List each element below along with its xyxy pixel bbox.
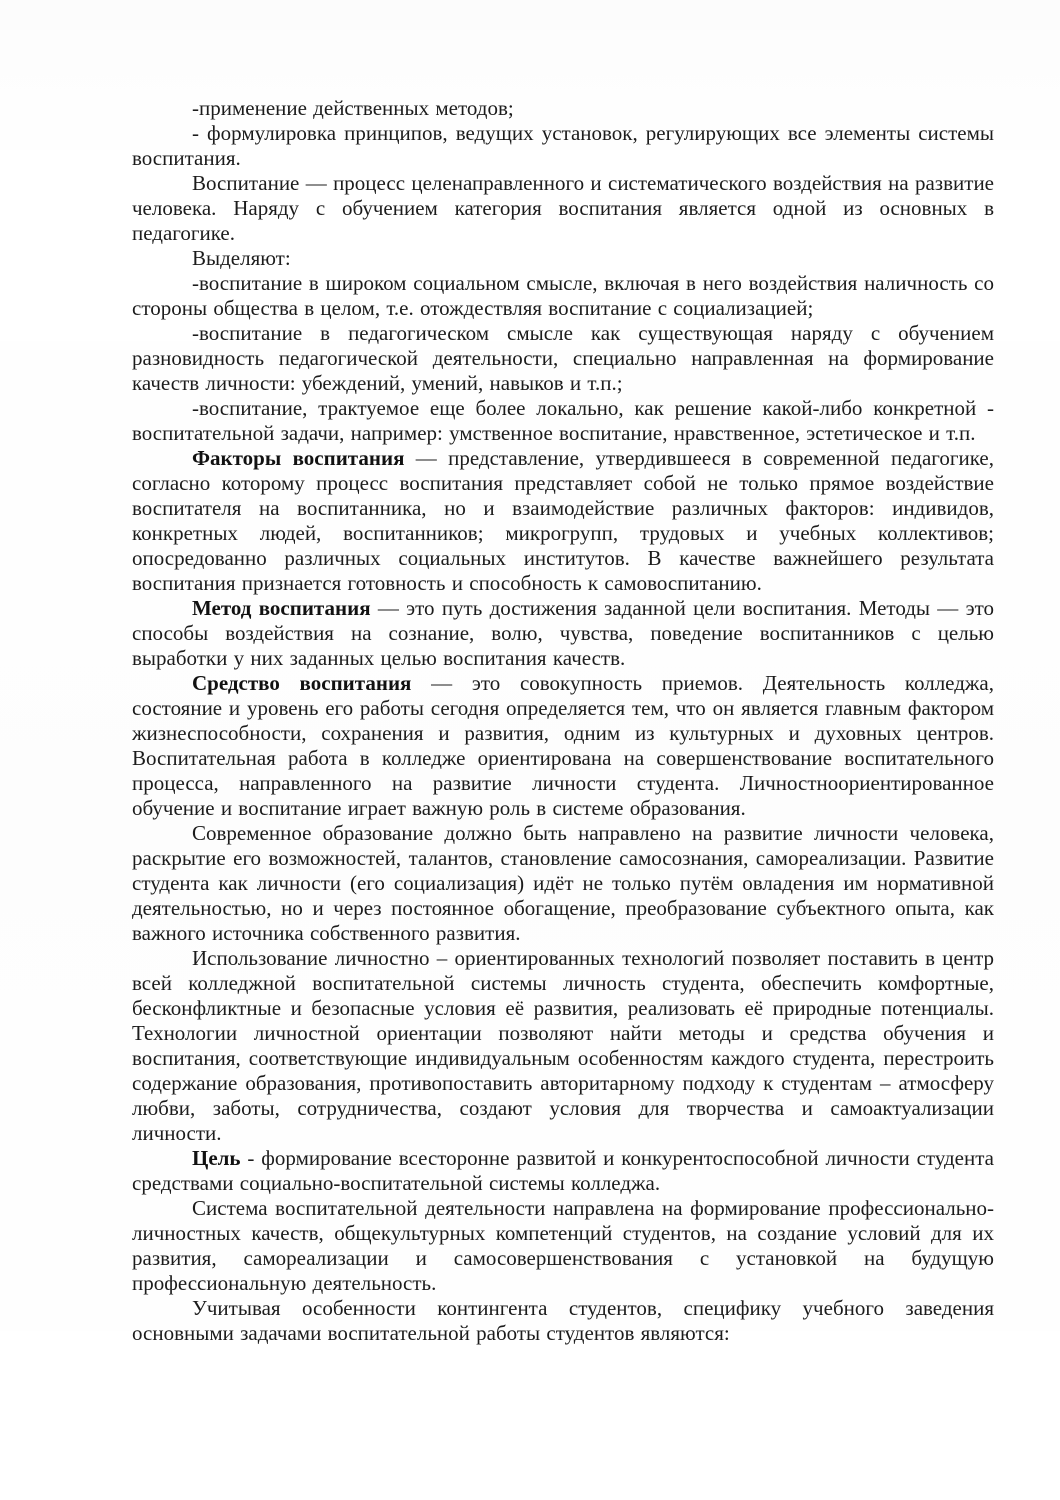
document-text: [132, 96, 994, 1346]
paragraph: [132, 596, 994, 671]
paragraph: [132, 121, 994, 171]
bold-term: Факторы воспитания: [192, 446, 405, 470]
text-run: Современное образование должно быть направлено на развитие личности человека, раскрытие его возможностей, талантов, становление самосознания, самореализации. Развитие студента как личности (его социализация) идёт не только путём овладения им нормативной деятельностью, но и через постоянное обогащение, преобразование субъектного опыта, как важного источника собственного развития.: [132, 821, 994, 945]
text-run: Выделяют:: [192, 246, 291, 270]
text-run: - формулировка принципов, ведущих установок, регулирующих все элементы системы воспитания.: [132, 121, 994, 170]
paragraph: [132, 821, 994, 946]
text-run: -воспитание в педагогическом смысле как существующая наряду с обучением разновидность педагогической деятельности, специально направленная на формирование качеств личности: убеждений, умений, навыков и т.п.;: [132, 321, 994, 395]
paragraph: [132, 271, 994, 321]
paragraph: [132, 171, 994, 246]
paragraph: [132, 1196, 994, 1296]
bold-term: Цель: [192, 1146, 241, 1170]
text-run: Учитывая особенности контингента студентов, специфику учебного заведения основными задачами воспитательной работы студентов являются:: [132, 1296, 994, 1345]
text-run: — представление, утвердившееся в современной педагогике, согласно которому процесс воспитания представляет собой не только прямое воздействие воспитателя на воспитанника, но и взаимодействие различных факторов: индивидов, конкретных людей, воспитанников; микрогрупп, трудовых и учебных коллективов; опосредованно различных социальных институтов. В качестве важнейшего результата воспитания признается готовность и способность к самовоспитанию.: [132, 446, 994, 595]
paragraph: [132, 1146, 994, 1196]
text-run: — это совокупность приемов. Деятельность колледжа, состояние и уровень его работы сегодня определяется тем, что он является главным фактором жизнеспособности, сохранения и развития, одним из культурных и духовных центров. Воспитательная работа в колледже ориентирована на совершенствование воспитательного процесса, направленного на развитие личности студента. Личностноориентированное обучение и воспитание играет важную роль в системе образования.: [132, 671, 994, 820]
text-run: Использование личностно – ориентированных технологий позволяет поставить в центр всей колледжной воспитательной системы личность студента, обеспечить комфортные, бесконфликтные и безопасные условия её развития, реализовать её природные потенциалы. Технологии личностной ориентации позволяют найти методы и средства обучения и воспитания, соответствующие индивидуальным особенностям каждого студента, перестроить содержание образования, противопоставить авторитарному подходу к студентам – атмосферу любви, заботы, сотрудничества, создают условия для творчества и самоактуализации личности.: [132, 946, 994, 1145]
text-run: -воспитание, трактуемое еще более локально, как решение какой-либо конкретной - воспитательной задачи, например: умственное воспитание, нравственное, эстетическое и т.п.: [132, 396, 994, 445]
text-run: Система воспитательной деятельности направлена на формирование профессионально-личностных качеств, общекультурных компетенций студентов, на создание условий для их развития, самореализации и самосовершенствования с установкой на будущую профессиональную деятельность.: [132, 1196, 994, 1295]
text-run: - формирование всесторонне развитой и конкурентоспособной личности студента средствами социально-воспитательной системы колледжа.: [132, 1146, 994, 1195]
text-run: Воспитание — процесс целенаправленного и систематического воздействия на развитие человека. Наряду с обучением категория воспитания является одной из основных в педагогике.: [132, 171, 994, 245]
paragraph: [132, 1296, 994, 1346]
paragraph: [132, 246, 994, 271]
text-run: — это путь достижения заданной цели воспитания. Методы — это способы воздействия на сознание, волю, чувства, поведение воспитанников с целью выработки у них заданных целью воспитания качеств.: [132, 596, 994, 670]
paragraph: [132, 321, 994, 396]
text-run: -воспитание в широком социальном смысле, включая в него воздействия наличность со стороны общества в целом, т.е. отождествляя воспитание с социализацией;: [132, 271, 994, 320]
bold-term: Метод воспитания: [192, 596, 371, 620]
text-run: -применение действенных методов;: [192, 96, 514, 120]
paragraph: [132, 396, 994, 446]
paragraph: [132, 946, 994, 1146]
paragraph: [132, 446, 994, 596]
bold-term: Средство воспитания: [192, 671, 412, 695]
paragraph: [132, 671, 994, 821]
paragraph: [132, 96, 994, 121]
